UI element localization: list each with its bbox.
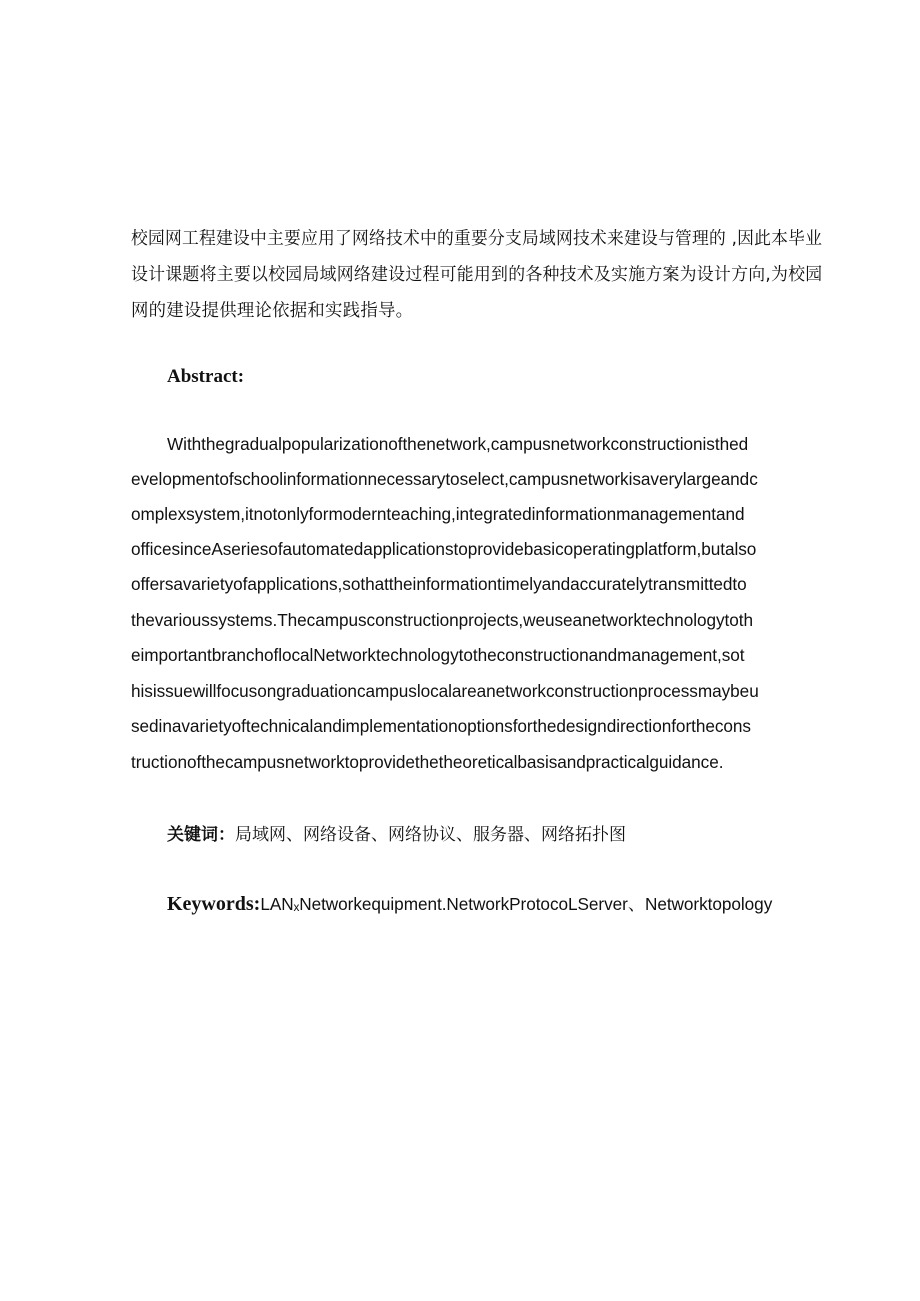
keywords-cn-text: 局域网、网络设备、网络协议、服务器、网络拓扑图: [235, 825, 626, 845]
abstract-line-7: eimportantbranchoflocalNetworktechnologytotheconstructionandmanagement,sot: [131, 645, 745, 665]
abstract-line-4: officesinceAseriesofautomatedapplicationstoprovidebasicoperatingplatform,butalso: [131, 539, 757, 559]
abstract-line-8: hisissuewillfocusongraduationcampuslocalareanetworkconstructionprocessmaybeu: [131, 681, 759, 701]
cn-paragraph-line-1: 校园网工程建设中主要应用了网络技术中的重要分支局域网技术来建设与管理的 ,因此本毕业: [131, 229, 823, 249]
abstract-line-10: tructionofthecampusnetworktoprovidethetheoreticalbasisandpracticalguidance.: [131, 752, 724, 772]
keywords-en-text: LANₓNetworkequipment.NetworkProtocoLServer、Networktopology: [260, 894, 773, 914]
abstract-heading: Abstract:: [167, 366, 245, 387]
cn-paragraph-line-3: 网的建设提供理论依据和实践指导。: [131, 301, 414, 321]
cn-paragraph-line-2: 设计课题将主要以校园局域网络建设过程可能用到的各种技术及实施方案为设计方向,为校园: [131, 265, 823, 285]
abstract-line-5: offersavarietyofapplications,sothattheinformationtimelyandaccuratelytransmittedto: [131, 574, 747, 594]
abstract-line-3: omplexsystem,itnotonlyformodernteaching,integratedinformationmanagementand: [131, 504, 745, 524]
abstract-line-2: evelopmentofschoolinformationnecessarytoselect,campusnetworkisaverylargeandc: [131, 469, 758, 489]
abstract-line-9: sedinavarietyoftechnicalandimplementationoptionsforthedesigndirectionforthecons: [131, 716, 751, 736]
keywords-cn: [167, 820, 626, 845]
abstract-line-6: thevarioussystems.Thecampusconstructionprojects,weuseanetworktechnologytoth: [131, 610, 754, 630]
keywords-en: [167, 890, 772, 916]
keywords-cn-label: 关键词：: [167, 825, 235, 845]
keywords-en-label: Keywords:: [167, 893, 261, 915]
abstract-line-1: Withthegradualpopularizationofthenetwork,campusnetworkconstructionisthed: [167, 434, 749, 454]
